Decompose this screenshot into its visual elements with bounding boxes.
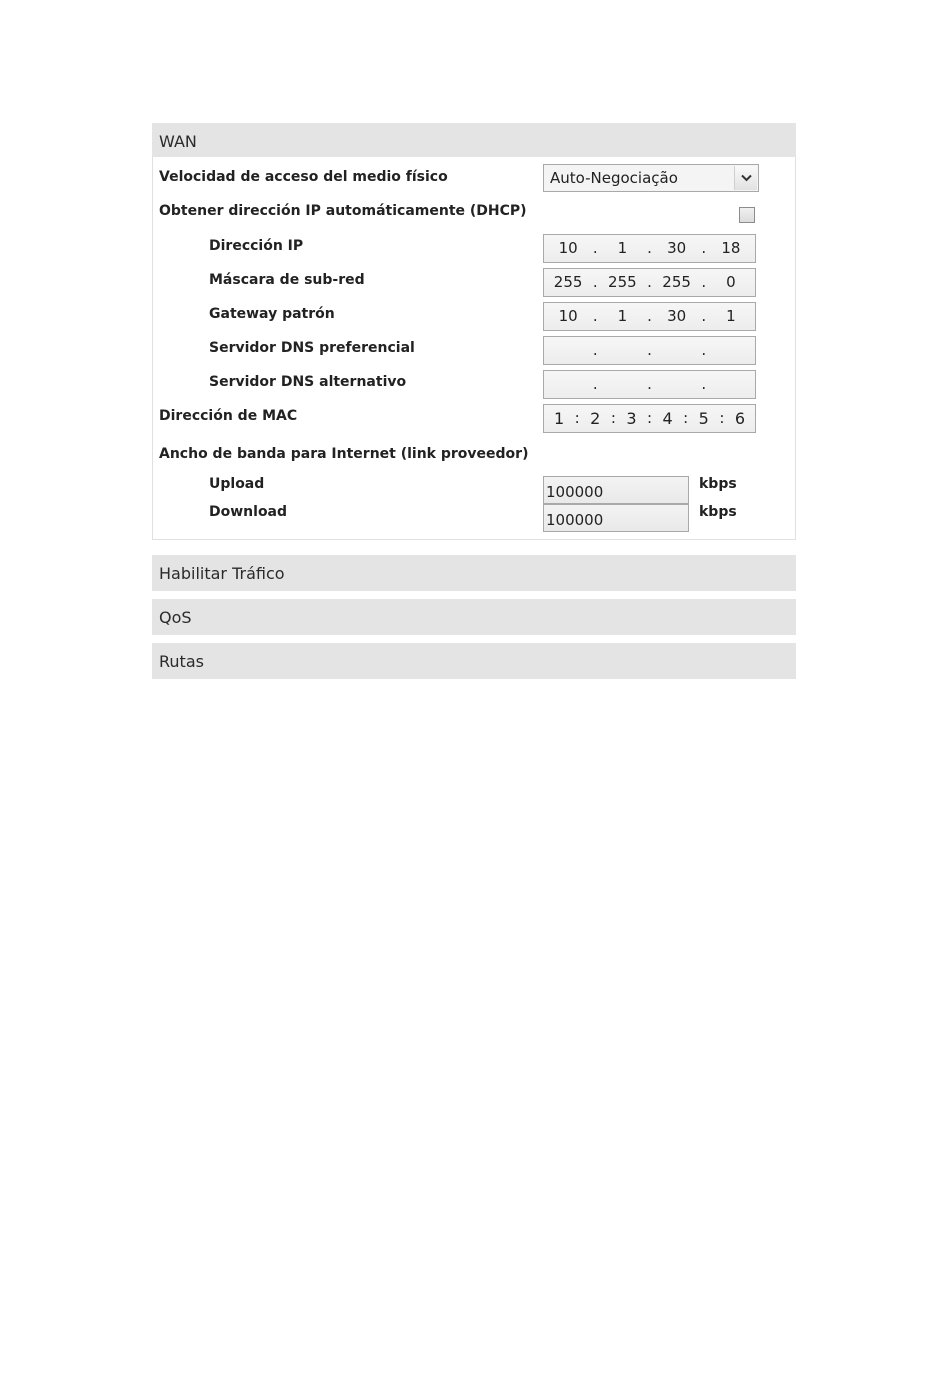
- traffic-section-title: Habilitar Tráfico: [159, 563, 285, 583]
- mac-address-part-6[interactable]: 6: [734, 409, 746, 428]
- mac-address-field: 1 : 2 : 3 : 4 : 5 : 6: [543, 404, 756, 433]
- upload-unit: kbps: [699, 476, 737, 492]
- dns-preferred-octet-4[interactable]: [707, 337, 755, 364]
- mac-address-part-5[interactable]: 5: [698, 409, 709, 428]
- mac-address-label: Dirección de MAC: [159, 408, 298, 424]
- gateway-octet-1[interactable]: 10: [558, 307, 578, 325]
- subnet-mask-octet-4[interactable]: 0: [726, 273, 736, 291]
- dns-alternate-octet-3[interactable]: [653, 371, 701, 398]
- qos-section-header[interactable]: [152, 599, 796, 635]
- routes-section-title: Rutas: [159, 651, 204, 671]
- download-unit: kbps: [699, 504, 737, 520]
- mac-address-part-1[interactable]: 1: [553, 409, 565, 428]
- subnet-mask-field: 255 . 255 . 255 . 0: [543, 268, 756, 297]
- routes-section-header[interactable]: [152, 643, 796, 679]
- speed-select[interactable]: [543, 164, 759, 192]
- ip-address-field: 10 . 1 . 30 . 18: [543, 234, 756, 263]
- subnet-mask-octet-2[interactable]: 255: [608, 273, 637, 291]
- gateway-field: 10 . 1 . 30 . 1: [543, 302, 756, 331]
- upload-input[interactable]: 100000: [543, 476, 689, 504]
- ip-address-octet-4[interactable]: 18: [721, 239, 741, 257]
- ip-address-octet-1[interactable]: 10: [558, 239, 578, 257]
- download-input[interactable]: 100000: [543, 504, 689, 532]
- dhcp-checkbox[interactable]: [739, 207, 755, 223]
- ip-address-label: Dirección IP: [209, 238, 304, 254]
- traffic-section-header[interactable]: [152, 555, 796, 591]
- speed-label: Velocidad de acceso del medio físico: [159, 169, 448, 185]
- wan-section-header[interactable]: [152, 123, 796, 159]
- dns-preferred-field: . . .: [543, 336, 756, 365]
- bandwidth-label: Ancho de banda para Internet (link proveedor): [159, 446, 529, 462]
- dns-preferred-octet-1[interactable]: [544, 337, 592, 364]
- ip-address-octet-3[interactable]: 30: [667, 239, 687, 257]
- qos-section-title: QoS: [159, 607, 192, 627]
- dns-alternate-label: Servidor DNS alternativo: [209, 374, 407, 390]
- gateway-octet-4[interactable]: 1: [726, 307, 736, 325]
- mac-address-part-2[interactable]: 2: [590, 409, 601, 428]
- subnet-mask-octet-1[interactable]: 255: [553, 273, 583, 291]
- dns-alternate-octet-2[interactable]: [598, 371, 646, 398]
- dhcp-label: Obtener dirección IP automáticamente (DHCP): [159, 203, 527, 219]
- mac-address-part-3[interactable]: 3: [626, 409, 637, 428]
- wan-section-title: WAN: [159, 131, 197, 151]
- dns-preferred-label: Servidor DNS preferencial: [209, 340, 415, 356]
- gateway-octet-2[interactable]: 1: [617, 307, 628, 325]
- chevron-down-icon[interactable]: [734, 166, 757, 190]
- dns-alternate-octet-1[interactable]: [544, 371, 592, 398]
- dns-preferred-octet-2[interactable]: [598, 337, 646, 364]
- ip-address-octet-2[interactable]: 1: [617, 239, 628, 257]
- subnet-mask-label: Máscara de sub-red: [209, 272, 365, 288]
- speed-select-value: Auto-Negociação: [550, 169, 678, 187]
- subnet-mask-octet-3[interactable]: 255: [662, 273, 691, 291]
- dns-alternate-field: . . .: [543, 370, 756, 399]
- upload-label: Upload: [209, 476, 265, 492]
- dns-alternate-octet-4[interactable]: [707, 371, 755, 398]
- dns-preferred-octet-3[interactable]: [653, 337, 701, 364]
- mac-address-part-4[interactable]: 4: [662, 409, 673, 428]
- gateway-octet-3[interactable]: 30: [667, 307, 687, 325]
- download-label: Download: [209, 504, 288, 520]
- gateway-label: Gateway patrón: [209, 306, 335, 322]
